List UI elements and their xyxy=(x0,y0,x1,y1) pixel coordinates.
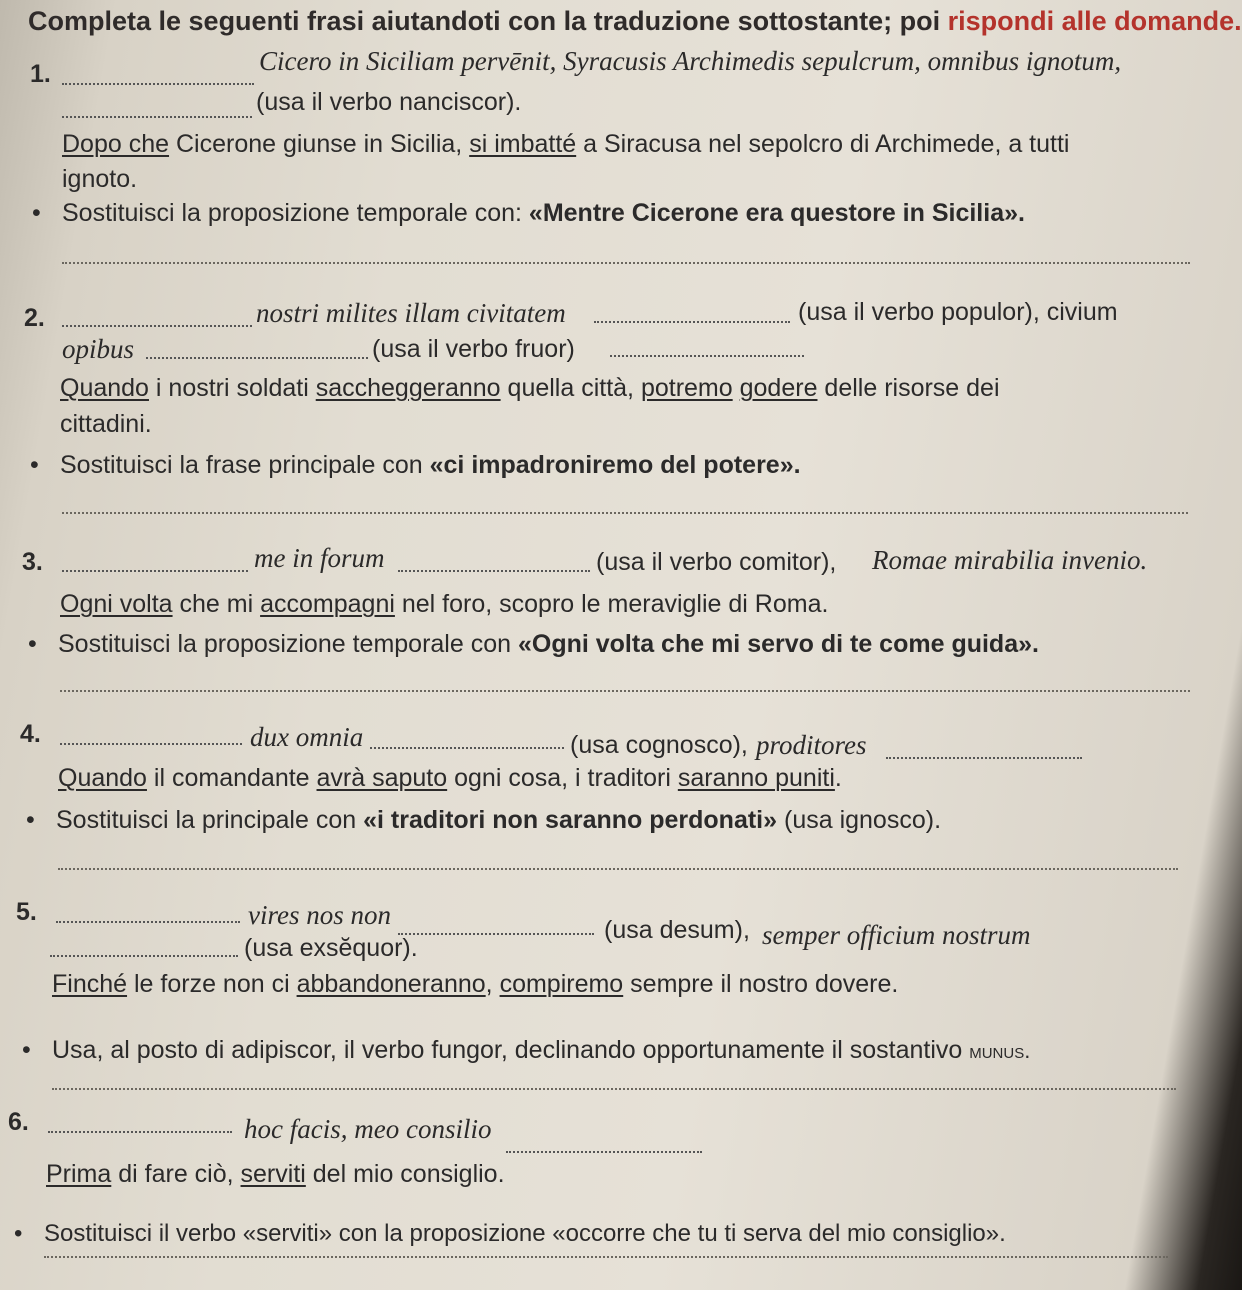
exercise-4-task: • Sostituisci la principale con «i traditori non saranno perdonati» (usa ignosco). xyxy=(56,806,941,835)
exercise-2-answer-line[interactable] xyxy=(62,512,1188,514)
title-highlight: rispondi alle domande. xyxy=(947,6,1242,36)
exercise-4-blank-1[interactable] xyxy=(60,742,242,745)
exercise-3-number: 3. xyxy=(22,548,43,576)
exercise-1-answer-line[interactable] xyxy=(62,262,1190,264)
exercise-3-translation: Ogni volta che mi accompagni nel foro, scopro le meraviglie di Roma. xyxy=(60,590,829,618)
exercise-5-blank-1[interactable] xyxy=(56,920,240,923)
exercise-3-answer-line[interactable] xyxy=(60,690,1190,692)
exercise-6-blank-1[interactable] xyxy=(48,1130,232,1133)
exercise-3-blank-2[interactable] xyxy=(398,569,590,572)
exercise-4-answer-line[interactable] xyxy=(58,868,1178,870)
exercise-2-blank-1[interactable] xyxy=(62,324,252,327)
exercise-6-latin-a: hoc facis, meo consilio xyxy=(244,1114,492,1144)
exercise-2-blank-2[interactable] xyxy=(594,320,790,323)
exercise-3-blank-1[interactable] xyxy=(62,569,248,572)
exercise-2-number: 2. xyxy=(24,304,45,332)
exercise-1-hint: (usa il verbo nanciscor). xyxy=(256,88,522,116)
exercise-5-blank-2[interactable] xyxy=(398,932,594,935)
page-title: Completa le seguenti frasi aiutandoti con la traduzione sottostante; poi rispondi alle domande. xyxy=(28,6,1242,36)
exercise-4-translation: Quando il comandante avrà saputo ogni cosa, i traditori saranno puniti. xyxy=(58,764,842,792)
exercise-3-task: • Sostituisci la proposizione temporale con «Ogni volta che mi servo di te come guida». xyxy=(58,630,1039,659)
exercise-4-latin-a: dux omnia xyxy=(250,722,364,752)
exercise-1-blank-1[interactable] xyxy=(62,82,254,85)
exercise-3-latin-a: me in forum xyxy=(254,543,385,573)
exercise-2-blank-4[interactable] xyxy=(610,354,804,357)
exercise-3-latin-b: Romae mirabilia invenio. xyxy=(872,545,1148,575)
exercise-4-blank-3[interactable] xyxy=(886,756,1082,759)
exercise-4-hint-a: (usa cognosco), xyxy=(570,731,748,759)
exercise-5-task: • Usa, al posto di adipiscor, il verbo fungor, declinando opportunamente il sostantivo munus. xyxy=(52,1036,1030,1065)
exercise-6-number: 6. xyxy=(8,1108,29,1136)
exercise-5-blank-3[interactable] xyxy=(50,954,238,957)
exercise-4-number: 4. xyxy=(20,720,41,748)
exercise-1-translation-cont: ignoto. xyxy=(62,165,138,193)
exercise-5-latin-a: vires nos non xyxy=(248,900,391,930)
exercise-1-translation: Dopo che Cicerone giunse in Sicilia, si imbatté a Siracusa nel sepolcro di Archimede, a tutti xyxy=(62,130,1070,158)
exercise-6-blank-2[interactable] xyxy=(506,1150,702,1153)
exercise-2-hint-b: (usa il verbo fruor) xyxy=(372,335,575,363)
exercise-5-hint-b: (usa exsĕquor). xyxy=(244,934,418,962)
exercise-2-task: • Sostituisci la frase principale con «ci impadroniremo del potere». xyxy=(60,451,801,480)
exercise-4-latin-b: proditores xyxy=(756,730,867,760)
exercise-1-number: 1. xyxy=(30,60,51,88)
exercise-2-latin-b: opibus xyxy=(62,334,135,364)
exercise-2-blank-3[interactable] xyxy=(146,356,368,359)
exercise-5-number: 5. xyxy=(16,898,37,926)
exercise-2-latin-a: nostri milites illam civitatem xyxy=(256,298,566,328)
exercise-5-latin-b: semper officium nostrum xyxy=(762,920,1031,950)
exercise-6-task: • Sostituisci il verbo «serviti» con la proposizione «occorre che tu ti serva del mio consiglio». xyxy=(44,1220,1006,1248)
exercise-1-blank-2[interactable] xyxy=(62,115,252,118)
exercise-2-hint-a: (usa il verbo populor), civium xyxy=(798,298,1118,326)
exercise-2-translation-cont: cittadini. xyxy=(60,410,152,438)
exercise-5-translation: Finché le forze non ci abbandoneranno, compiremo sempre il nostro dovere. xyxy=(52,970,899,998)
exercise-3-hint-a: (usa il verbo comitor), xyxy=(596,548,837,576)
exercise-5-hint-a: (usa desum), xyxy=(604,916,750,944)
exercise-2-translation: Quando i nostri soldati saccheggeranno quella città, potremo godere delle risorse dei xyxy=(60,374,1000,402)
exercise-1-latin: Cicero in Siciliam pervēnit, Syracusis Archimedis sepulcrum, omnibus ignotum, xyxy=(259,46,1122,76)
exercise-6-translation: Prima di fare ciò, serviti del mio consiglio. xyxy=(46,1160,505,1188)
exercise-4-blank-2[interactable] xyxy=(370,746,564,749)
exercise-6-answer-line[interactable] xyxy=(44,1256,1168,1258)
exercise-5-answer-line[interactable] xyxy=(52,1088,1176,1090)
exercise-1-task: • Sostituisci la proposizione temporale con: «Mentre Cicerone era questore in Sicilia». xyxy=(62,199,1025,228)
